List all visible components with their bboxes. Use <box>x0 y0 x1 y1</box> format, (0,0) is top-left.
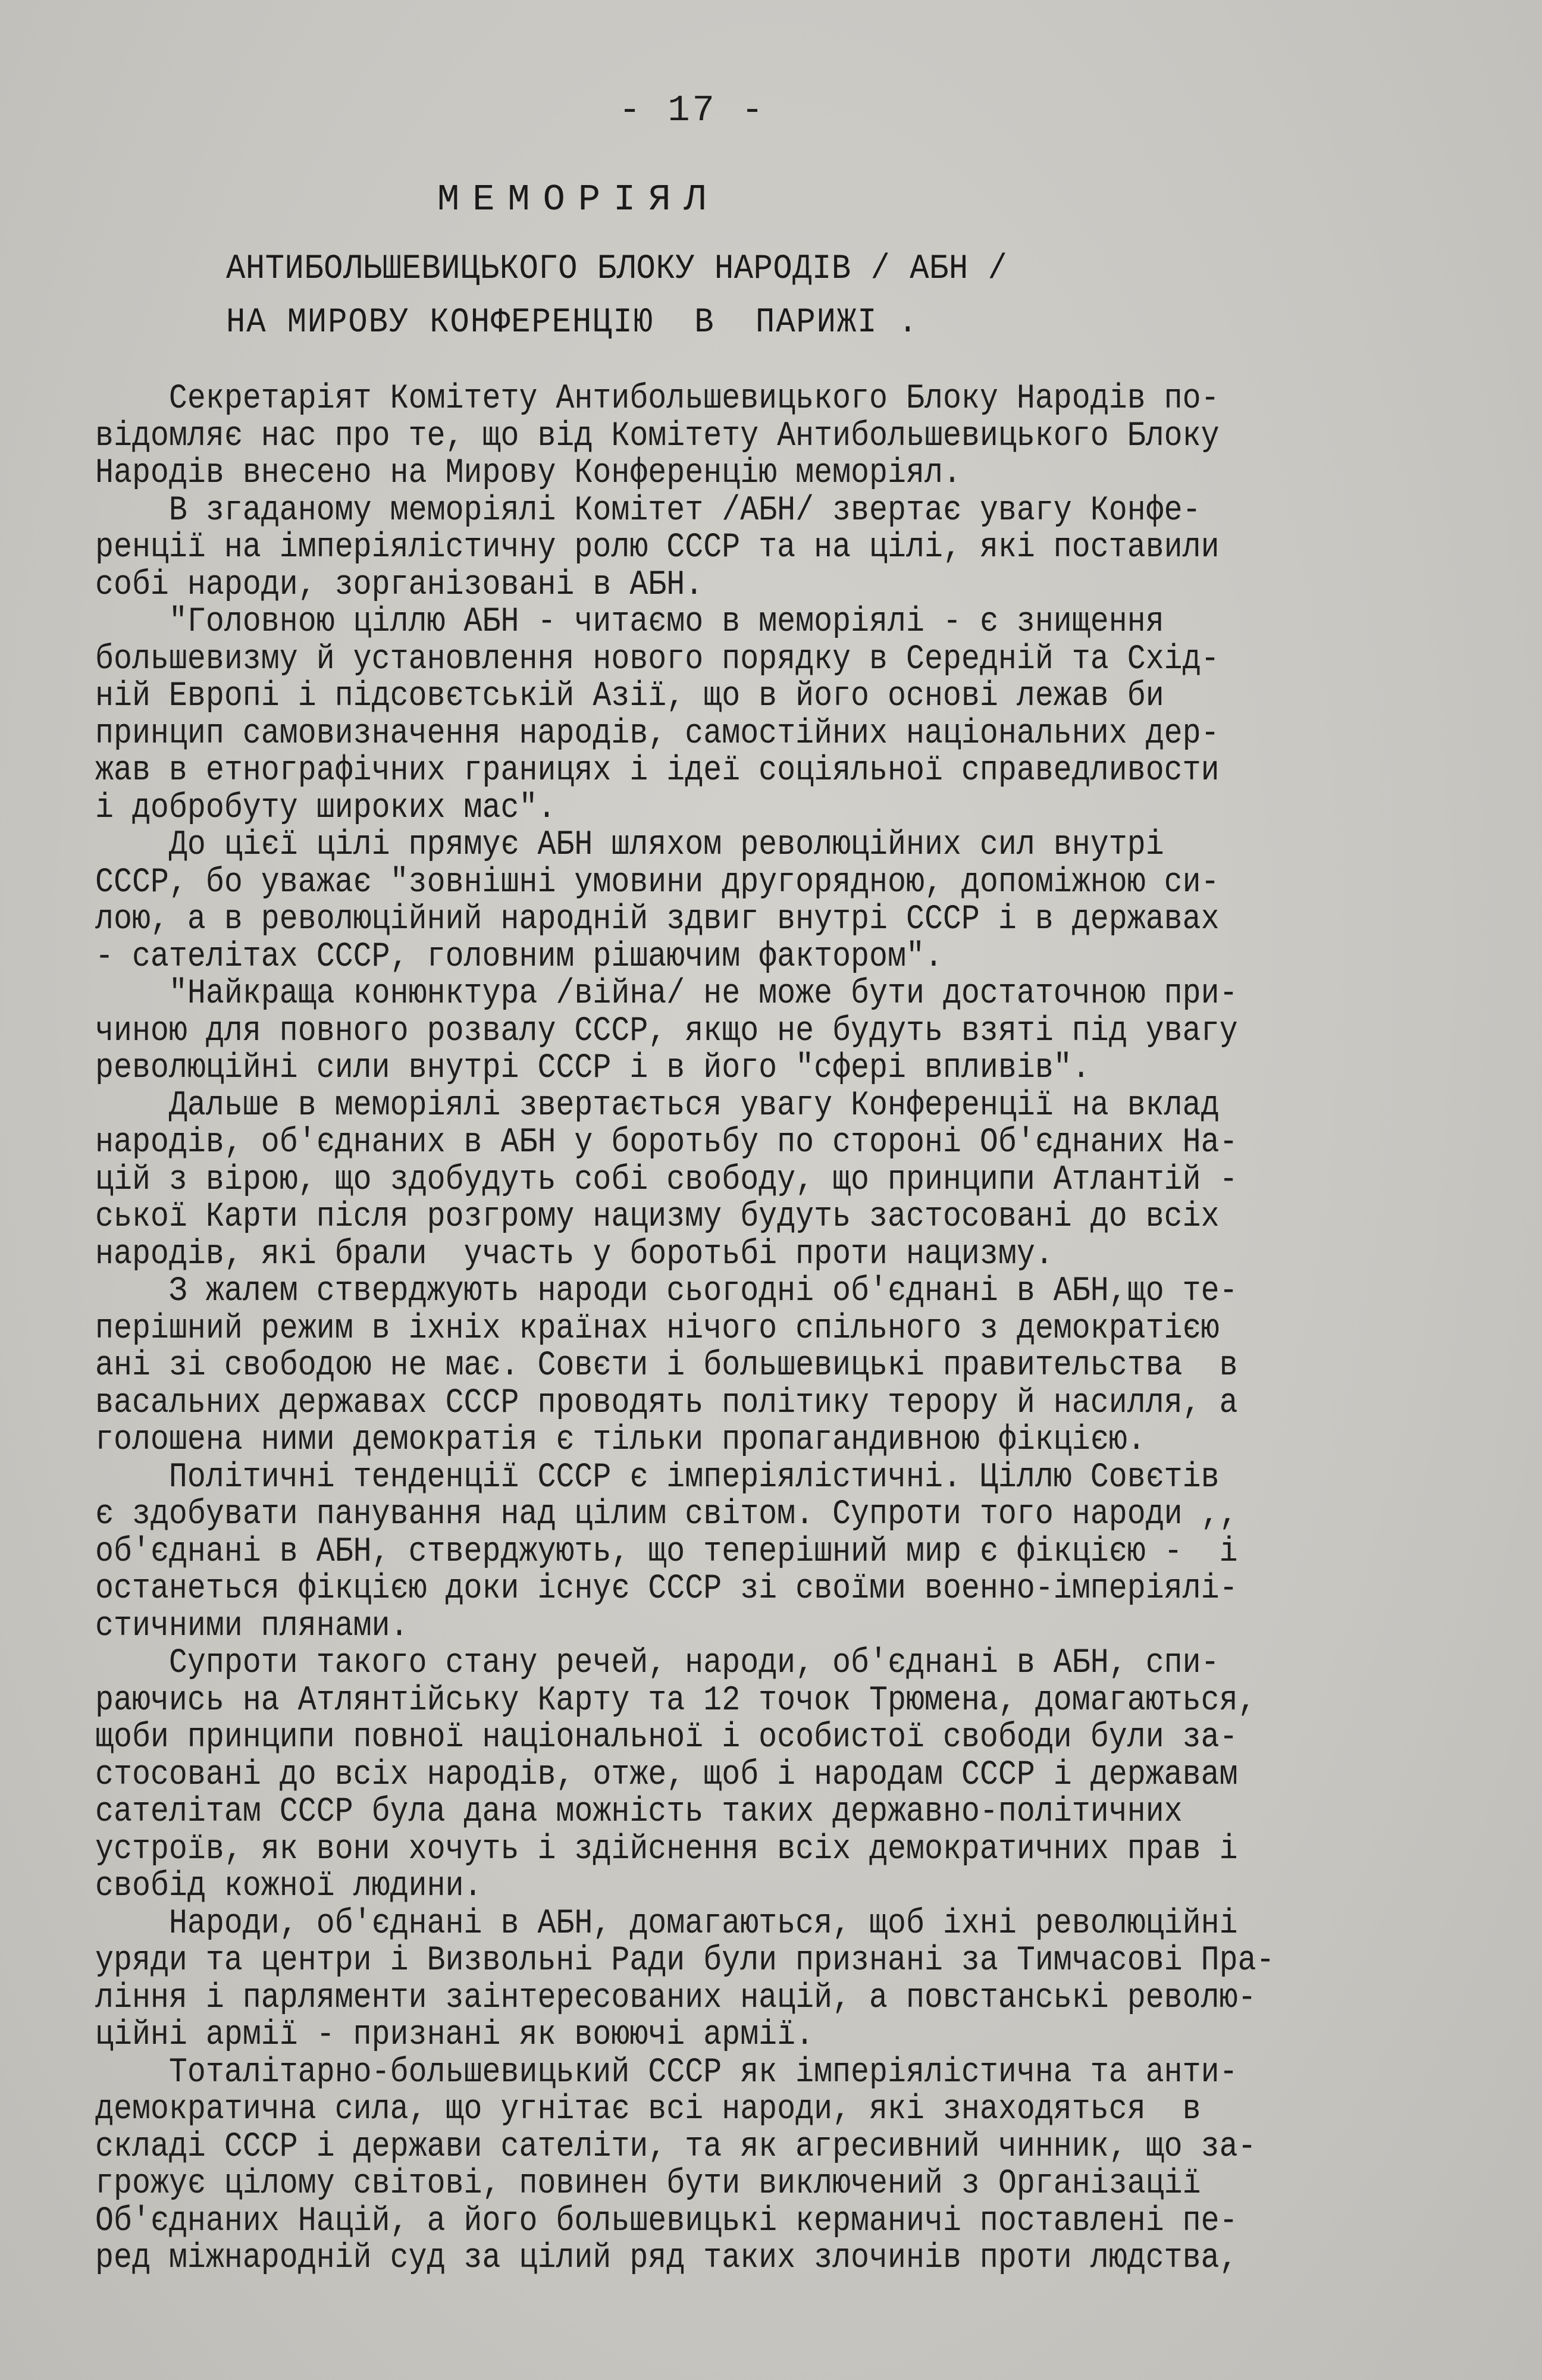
text-line: чиною для повного розвалу СССР, якщо не будуть взяті під увагу <box>95 1012 1238 1051</box>
text-line: стичними плянами. <box>95 1606 409 1646</box>
text-line: народів, які брали участь у боротьбі проти нацизму. <box>95 1235 1054 1274</box>
text-line: останеться фікцією доки існує СССР зі своїми военно-імперіялі- <box>95 1570 1238 1608</box>
text-line: сателітам СССР була дана можність таких державно-політичних <box>95 1793 1183 1831</box>
text-line: і добробуту широких мас". <box>95 788 556 828</box>
text-line: принцип самовизначення народів, самостійних національних дер- <box>95 714 1220 753</box>
text-line: ління і парляменти заінтересованих націй, а повстанські револю- <box>95 1978 1256 2018</box>
text-line: народів, об'єднаних в АБН у боротьбу по стороні Об'єднаних На- <box>95 1123 1238 1162</box>
text-line: голошена ними демократія є тільки пропагандивною фікцією. <box>95 1421 1146 1460</box>
text-line: Супроти такого стану речей, народи, об'єднані в АБН, спи- <box>95 1644 1220 1683</box>
document-title: МЕМОРІЯЛ <box>437 178 719 221</box>
text-line: жав в етнографічних границях і ідеї соціяльної справедливости <box>95 751 1220 790</box>
text-line: цій з вірою, що здобудуть собі свободу, що принципи Атлантій - <box>95 1160 1238 1200</box>
text-line: ської Карти після розгрому нацизму будуть застосовані до всіх <box>95 1198 1220 1236</box>
text-line: В згаданому меморіялі Комітет /АБН/ звертає увагу Конфе- <box>95 491 1201 530</box>
text-line: відомляє нас про те, що від Комітету Антибольшевицького Блоку <box>95 416 1220 456</box>
text-line: "Головною ціллю АБН - читаємо в меморіялі - є знищення <box>95 603 1164 641</box>
text-line: "Найкраща конюнктура /війна/ не може бути достаточною при- <box>95 975 1238 1013</box>
text-line: Політичні тенденції СССР є імперіялістичні. Ціллю Совєтів <box>95 1458 1220 1497</box>
text-line: революційні сили внутрі СССР і в його "сфері впливів". <box>95 1049 1090 1088</box>
text-line: стосовані до всіх народів, отже, щоб і народам СССР і державам <box>95 1755 1238 1795</box>
text-line: щоби принципи повної національної і особистої свободи були за- <box>95 1718 1238 1757</box>
text-line: об'єднані в АБН, стверджують, що теперішний мир є фікцією - і <box>95 1532 1238 1571</box>
page-number: - 17 - <box>619 89 766 131</box>
text-line: СССР, бо уважає "зовнішні умовини другорядною, допоміжною си- <box>95 863 1220 902</box>
text-line: - сателітах СССР, головним рішаючим фактором". <box>95 937 943 976</box>
text-line: ній Европі і підсовєтській Азії, що в його основі лежав би <box>95 677 1164 716</box>
text-line: ренції на імперіялістичну ролю СССР та на цілі, які поставили <box>95 528 1220 567</box>
text-line: Народів внесено на Мирову Конференцію меморіял. <box>95 454 961 493</box>
text-line: Секретаріят Комітету Антибольшевицького Блоку Народів по- <box>95 380 1220 418</box>
text-line: раючись на Атлянтійську Карту та 12 точок Трюмена, домагаються, <box>95 1681 1256 1720</box>
text-line: ані зі свободою не має. Совєти і большевицькі правительства в <box>95 1346 1238 1385</box>
text-line: Народи, об'єднані в АБН, домагаються, щоб іхні революційні <box>95 1904 1238 1943</box>
text-line: большевизму й установлення нового порядку в Середній та Схід- <box>95 640 1220 679</box>
text-line: З жалем стверджують народи сьогодні об'єднані в АБН,що те- <box>95 1272 1238 1311</box>
text-line: складі СССР і держави сателіти, та як агресивний чинник, що за- <box>95 2127 1256 2166</box>
text-line: Об'єднаних Націй, а його большевицькі керманичі поставлені пе- <box>95 2202 1238 2241</box>
text-line: є здобувати панування над цілим світом. Супроти того народи ,, <box>95 1495 1238 1534</box>
text-line: устроїв, як вони хочуть і здійснення всіх демократичних прав і <box>95 1830 1238 1869</box>
body-text <box>95 381 1475 2278</box>
text-line: васальних державах СССР проводять політику терору й насилля, а <box>95 1383 1238 1423</box>
text-line: ред міжнародній суд за цілий ряд таких злочинів проти людства, <box>95 2239 1238 2278</box>
text-line: лою, а в революційний народній здвиг внутрі СССР і в державах <box>95 900 1220 939</box>
text-line: грожує цілому світові, повинен бути виключений з Організації <box>95 2165 1201 2203</box>
document-subtitle-line-2: НА МИРОВУ КОНФЕРЕНЦІЮ В ПАРИЖІ . <box>226 303 919 342</box>
text-line: До цієї цілі прямує АБН шляхом революційних сил внутрі <box>95 826 1164 865</box>
text-line: уряди та центри і Визвольні Ради були признані за Тимчасові Пра- <box>95 1941 1275 1980</box>
text-line: демократична сила, що угнітає всі народи, які знаходяться в <box>95 2090 1201 2129</box>
document-subtitle-line-1: АНТИБОЛЬШЕВИЦЬКОГО БЛОКУ НАРОДІВ / АБН / <box>226 250 1008 289</box>
text-line: ційні армії - признані як воюючі армії. <box>95 2016 814 2055</box>
text-line: собі народи, зорганізовані в АБН. <box>95 565 704 605</box>
text-line: перішний режим в іхніх країнах нічого спільного з демократією <box>95 1309 1220 1348</box>
text-line: Дальше в меморіялі звертається увагу Конференції на вклад <box>95 1086 1220 1125</box>
text-line: свобід кожної людини. <box>95 1867 482 1906</box>
text-line: Тоталітарно-большевицький СССР як імперіялістична та анти- <box>95 2053 1238 2092</box>
